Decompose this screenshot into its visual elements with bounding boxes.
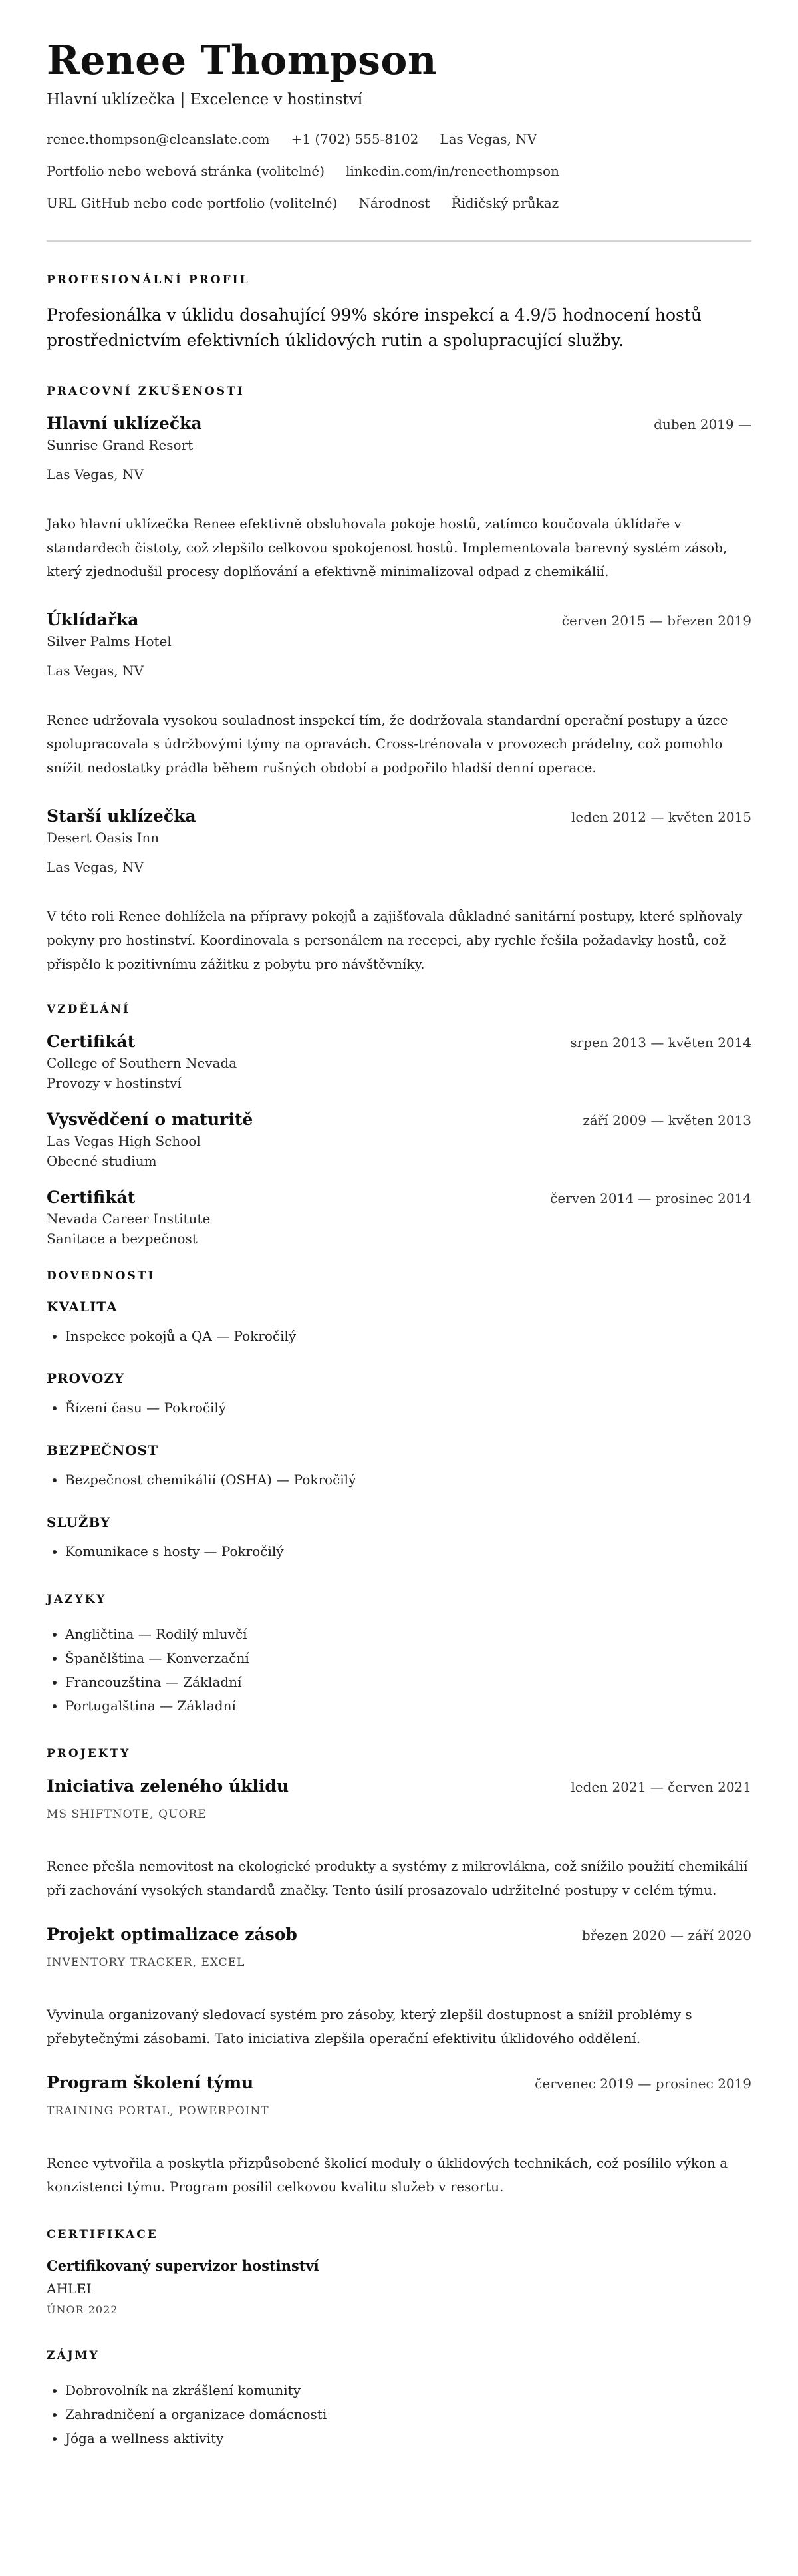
education-field: Sanitace a bezpečnost [47,1231,198,1247]
experience-description: Renee udržovala vysokou souladnost inspekcí tím, že dodržovala standardní operační postupy a úzce spolupracovala s údržbovými týmy na opravách. Cross-trénovala v provozech prádelny, což pomohlo snížit nedostatky prádla během rušných období a podpořilo hladší denní operace. [47,712,728,776]
education-school: Las Vegas High School [47,1133,201,1149]
skill-list [47,1324,751,1348]
education-entry-head [47,1188,751,1207]
education-date: září 2009 — květen 2013 [583,1112,751,1128]
candidate-headline: Hlavní uklízečka | Excelence v hostinství [47,91,363,108]
experience-entry-head [47,806,751,826]
certification-name: Certifikovaný supervizor hostinství [47,2257,319,2274]
education-degree: Certifikát [47,1032,136,1051]
experience-role: Úklídařka [47,610,139,629]
project-tech: INVENTORY TRACKER, EXCEL [47,1956,245,1969]
profile-summary: Profesionálka v úklidu dosahující 99% skóre inspekcí a 4.9/5 hodnocení hostů prostřednictvím efektivních úklidových rutin a spolupracující služby. [47,305,702,350]
project-entry-head [47,2073,751,2092]
section-title-certifications: CERTIFIKACE [47,2228,158,2241]
language-list [47,1622,751,1718]
education-field: Obecné studium [47,1153,157,1169]
header-divider [47,240,751,242]
project-tech: MS SHIFTNOTE, QUORE [47,1808,207,1821]
skill-list [47,1468,751,1492]
project-date: leden 2021 — červen 2021 [571,1779,751,1795]
education-school: Nevada Career Institute [47,1211,211,1227]
contact-row-extra [47,195,751,211]
contact-row-links [47,163,751,179]
project-entry [47,1776,751,1902]
experience-entry [47,610,751,780]
candidate-name: Renee Thompson [47,37,438,84]
contact-phone[interactable]: +1 (702) 555-8102 [291,131,419,147]
section-title-skills: DOVEDNOSTI [47,1269,156,1283]
skill-list [47,1396,751,1420]
experience-role: Hlavní uklízečka [47,414,202,433]
contact-github[interactable]: URL GitHub nebo code portfolio (volitelné) [47,195,338,211]
experience-entry-head [47,610,751,629]
languages-section [47,1593,751,1718]
certification-issuer: AHLEI [47,2281,92,2297]
section-title-experience: PRACOVNÍ ZKUŠENOSTI [47,385,245,398]
section-title-interests: ZÁJMY [47,2349,100,2362]
interest-item: • Zahradničení a organizace domácnosti [65,2402,751,2426]
experience-date: leden 2012 — květen 2015 [571,809,751,825]
project-entry [47,2073,751,2199]
education-field: Provozy v hostinství [47,1075,182,1091]
experience-description: V této roli Renee dohlížela na přípravy pokojů a zajišťovala důkladné sanitární postupy, které splňovaly pokyny pro hostinství. Koordinovala s personálem na recepci, aby rychle řešila požadavky hostů, což přispělo k pozitivnímu zážitku z pobytu pro návštěvníky. [47,908,743,972]
resume-header [47,37,751,211]
experience-section [47,385,751,976]
profile-section [47,273,751,353]
education-date: srpen 2013 — květen 2014 [570,1035,751,1050]
project-date: červenec 2019 — prosinec 2019 [535,2076,751,2092]
experience-entry [47,414,751,583]
project-entry-head [47,1776,751,1796]
education-degree: Vysvědčení o maturitě [47,1110,253,1129]
section-title-profile: PROFESIONÁLNÍ PROFIL [47,273,250,287]
contact-nationality: Národnost [358,195,430,211]
interest-list [47,2378,751,2450]
project-name: Projekt optimalizace zásob [47,1925,297,1944]
skill-category: SLUŽBY [47,1514,111,1530]
skill-item: • Bezpečnost chemikálií (OSHA) — Pokročilý [65,1468,751,1492]
skill-list [47,1539,751,1563]
education-entry-head [47,1110,751,1129]
project-tech: TRAINING PORTAL, POWERPOINT [47,2104,269,2118]
project-description: Renee vytvořila a poskytla přizpůsobené školicí moduly o úklidových technikách, což posílilo výkon a konzistenci týmu. Program posílil celkovou kvalitu služeb v resortu. [47,2155,728,2195]
projects-section [47,1747,751,2199]
section-title-languages: JAZYKY [47,1593,107,1606]
language-item: • Angličtina — Rodilý mluvčí [65,1622,751,1646]
interest-item: • Dobrovolník na zkrášlení komunity [65,2378,751,2402]
contact-license: Řidičský průkaz [451,195,559,211]
experience-company: Sunrise Grand Resort [47,437,194,453]
education-school: College of Southern Nevada [47,1055,237,1071]
contact-email[interactable]: renee.thompson@cleanslate.com [47,131,270,147]
project-description: Renee přešla nemovitost na ekologické produkty a systémy z mikrovlákna, což snížilo použití chemikálií při zachování vysokých standardů značky. Tento úsilí prosazovalo udržitelné postupy v celém týmu. [47,1858,748,1898]
education-degree: Certifikát [47,1188,136,1207]
skills-section [47,1269,751,1563]
experience-location: Las Vegas, NV [47,663,144,679]
education-date: červen 2014 — prosinec 2014 [550,1190,751,1206]
project-name: Iniciativa zeleného úklidu [47,1776,289,1796]
education-entry [47,1110,751,1169]
experience-date: červen 2015 — březen 2019 [561,613,751,629]
language-item: • Portugalština — Základní [65,1694,751,1718]
experience-entry-head [47,414,751,433]
skill-item: • Inspekce pokojů a QA — Pokročilý [65,1324,751,1348]
section-title-education: VZDĚLÁNÍ [47,1003,130,1016]
contact-linkedin[interactable]: linkedin.com/in/reneethompson [346,163,559,179]
project-date: březen 2020 — září 2020 [581,1927,751,1943]
experience-location: Las Vegas, NV [47,466,144,482]
education-entry-head [47,1032,751,1051]
experience-location: Las Vegas, NV [47,859,144,875]
skill-item: • Komunikace s hosty — Pokročilý [65,1539,751,1563]
skill-category: BEZPEČNOST [47,1442,158,1458]
education-entry [47,1032,751,1091]
project-entry-head [47,1925,751,1944]
interests-section [47,2349,751,2450]
contact-row-primary [47,131,751,147]
project-entry [47,1925,751,2050]
project-description: Vyvinula organizovaný sledovací systém pro zásoby, který zlepšil dostupnost a snížil problémy s přebytečnými zásobami. Tato iniciativa zlepšila operační efektivitu úklidového oddělení. [47,2007,692,2046]
interest-item: • Jóga a wellness aktivity [65,2426,751,2450]
experience-role: Starší uklízečka [47,806,196,826]
experience-company: Silver Palms Hotel [47,633,172,649]
skill-category: KVALITA [47,1299,118,1315]
education-entry [47,1188,751,1247]
language-item: • Španělština — Konverzační [65,1646,751,1670]
experience-description: Jako hlavní uklízečka Renee efektivně obsluhovala pokoje hostů, zatímco koučovala úklídaře v standardech čistoty, což zlepšilo celkovou spokojenost hostů. Implementovala barevný systém zásob, který zjednodušil procesy doplňování a efektivně minimalizoval odpad z chemikálií. [47,516,728,579]
project-name: Program školení týmu [47,2073,254,2092]
contact-location: Las Vegas, NV [440,131,537,147]
contact-portfolio[interactable]: Portfolio nebo webová stránka (volitelné) [47,163,325,179]
experience-company: Desert Oasis Inn [47,830,160,846]
skill-item: • Řízení času — Pokročilý [65,1396,751,1420]
experience-entry [47,806,751,976]
language-item: • Francouzština — Základní [65,1670,751,1694]
experience-date: duben 2019 — [654,416,751,432]
certification-date: ÚNOR 2022 [47,2303,118,2316]
section-title-projects: PROJEKTY [47,1747,131,1760]
skill-category: PROVOZY [47,1370,125,1386]
education-section [47,1003,751,1247]
certifications-section [47,2228,751,2316]
